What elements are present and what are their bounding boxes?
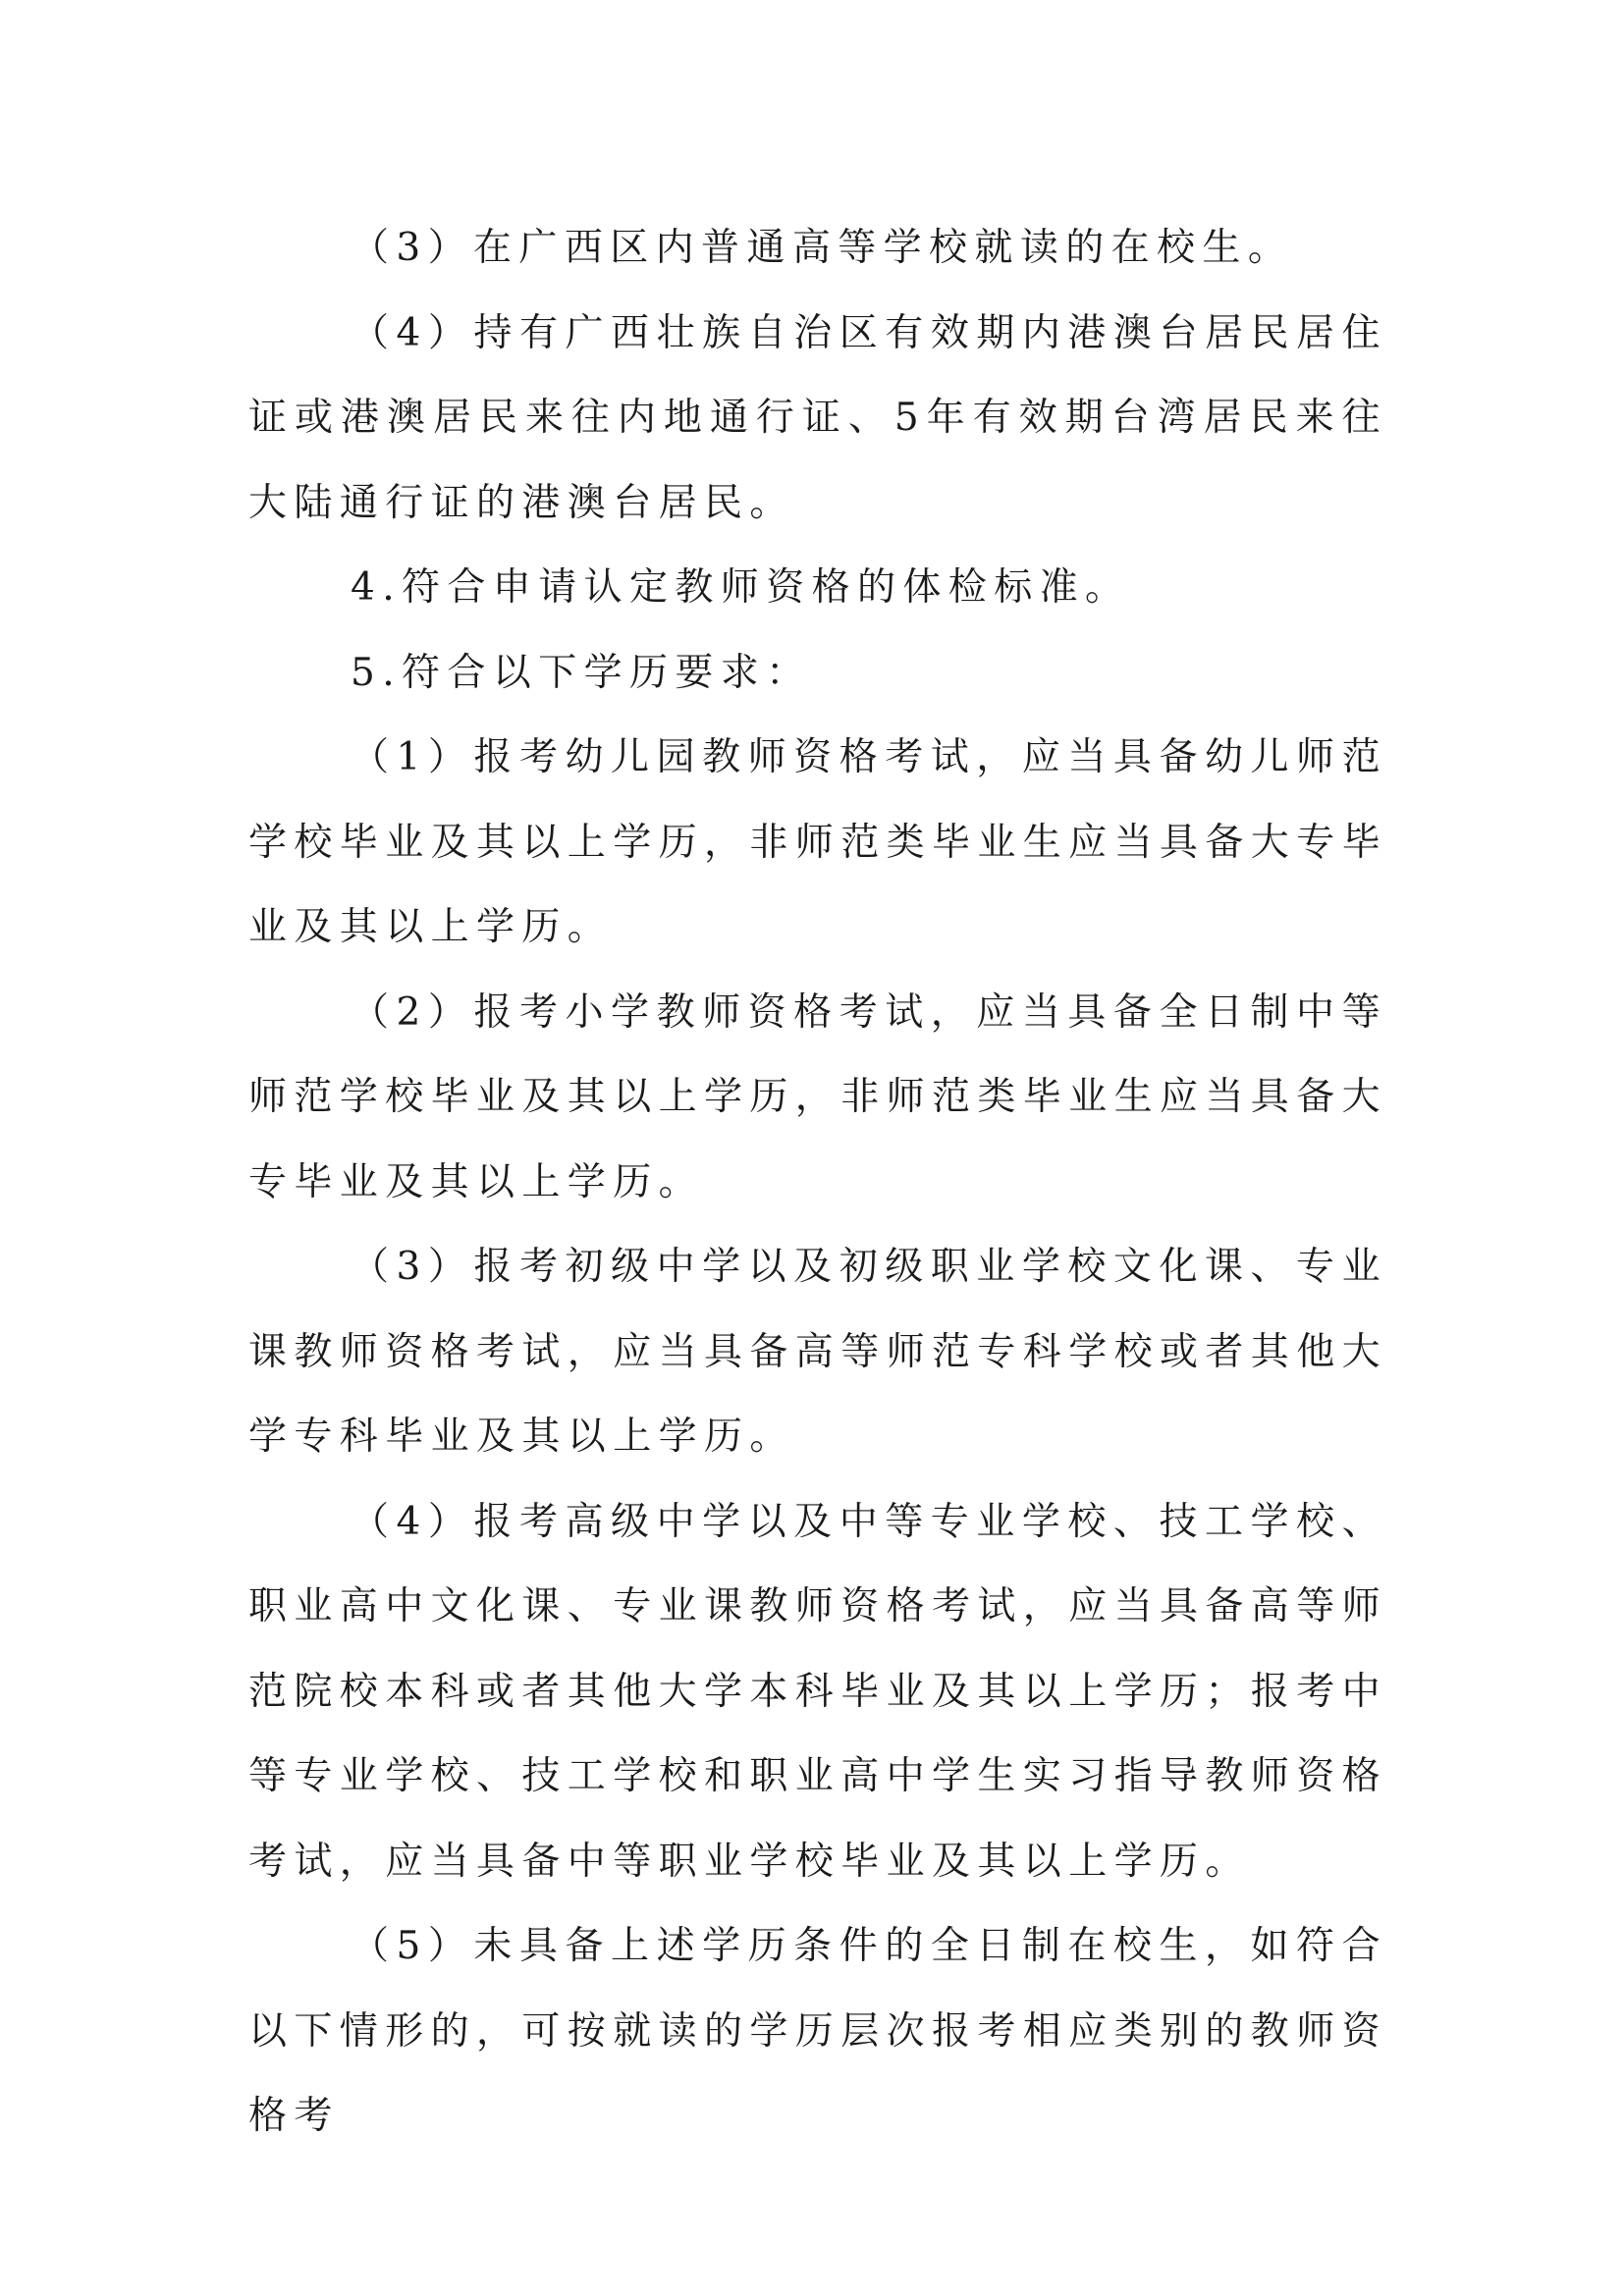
paragraph-full-time-student-exception: （5）未具备上述学历条件的全日制在校生，如符合以下情形的，可按就读的学历层次报考相应类别的教师资格考 xyxy=(248,1924,1388,2138)
document-body xyxy=(248,206,1387,2160)
paragraph-education-requirements: 5.符合以下学历要求： xyxy=(351,650,812,695)
paragraph-physical-exam-standard: 4.符合申请认定教师资格的体检标准。 xyxy=(351,565,1131,610)
paragraph-4-hk-macao-taiwan-residents: （4）持有广西壮族自治区有效期内港澳台居民居住证或港澳居民来往内地通行证、5年有效期台湾居民来往大陆通行证的港澳台居民。 xyxy=(248,310,1387,525)
paragraph-kindergarten-requirement: （1）报考幼儿园教师资格考试，应当具备幼儿师范学校毕业及其以上学历，非师范类毕业生应当具备大专毕业及其以上学历。 xyxy=(248,735,1388,949)
paragraph-junior-middle-school-requirement: （3）报考初级中学以及初级职业学校文化课、专业课教师资格考试，应当具备高等师范专科学校或者其他大学专科毕业及其以上学历。 xyxy=(248,1245,1388,1459)
paragraph-3-campus-students: （3）在广西区内普通高等学校就读的在校生。 xyxy=(351,226,1294,270)
paragraph-senior-high-school-requirement: （4）报考高级中学以及中等专业学校、技工学校、职业高中文化课、专业课教师资格考试，应当具备高等师范院校本科或者其他大学本科毕业及其以上学历；报考中等专业学校、技工学校和职业高中学生实习指导教师资格考试，应当具备中等职业学校毕业及其以上学历。 xyxy=(248,1499,1388,1884)
paragraph-primary-school-requirement: （2）报考小学教师资格考试，应当具备全日制中等师范学校毕业及其以上学历，非师范类毕业生应当具备大专毕业及其以上学历。 xyxy=(248,989,1388,1204)
